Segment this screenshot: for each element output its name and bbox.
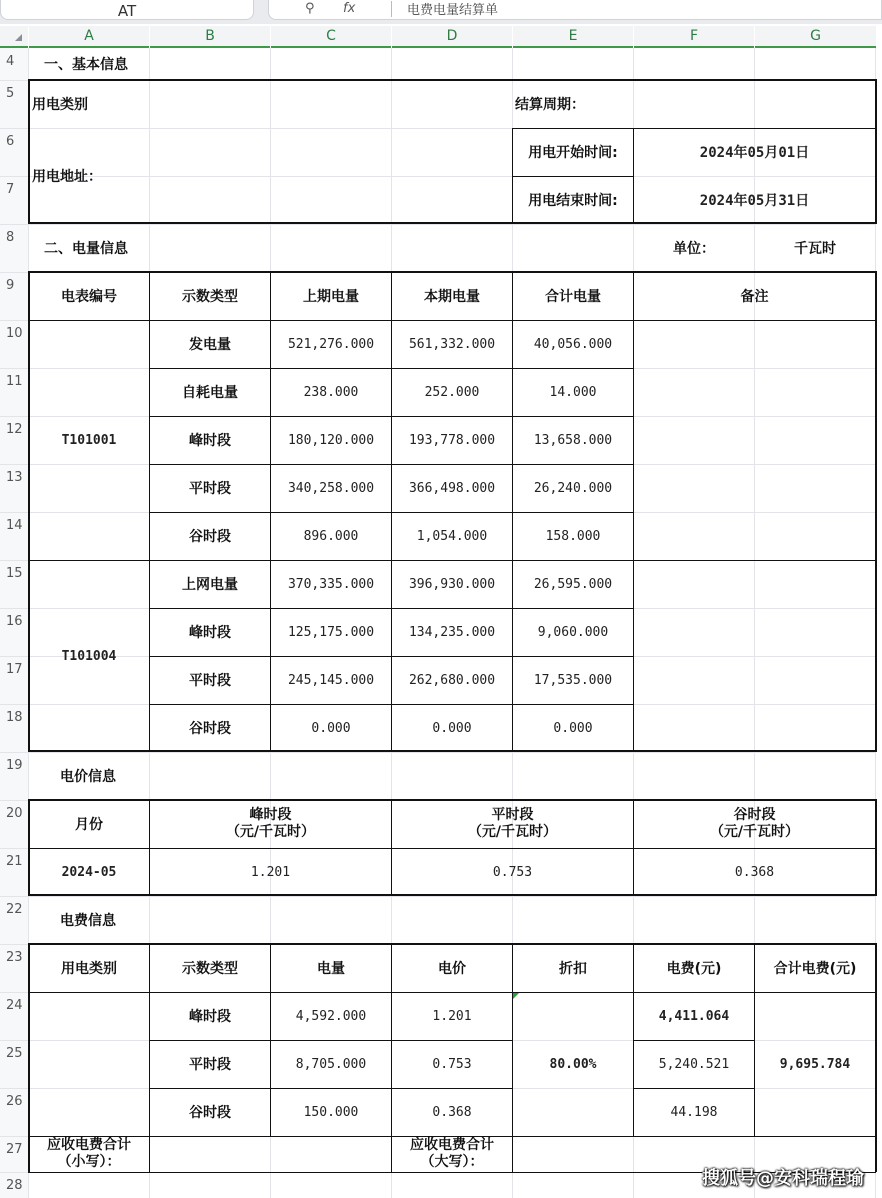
curr-energy-cell[interactable]: 252.000 <box>424 384 480 400</box>
prev-energy-cell[interactable]: 125,175.000 <box>287 624 375 640</box>
period-label[interactable]: 结算周期： <box>515 97 585 113</box>
column-header-f[interactable]: F <box>634 26 754 48</box>
header-total-fee[interactable]: 合计电费(元) <box>773 961 857 977</box>
header-flat-price[interactable] <box>392 800 633 848</box>
flat-header-label: 平时段 <box>491 807 534 823</box>
address-label[interactable]: 用电地址： <box>32 169 102 185</box>
column-header-d[interactable]: D <box>392 26 512 48</box>
total-energy-cell[interactable]: 26,240.000 <box>533 480 613 496</box>
total-fee-cell[interactable]: 9,695.784 <box>779 1056 851 1072</box>
peak-header-unit: （元/千瓦时） <box>225 824 316 840</box>
row-header[interactable]: 5 <box>0 80 28 128</box>
fee-type-cell[interactable]: 峰时段 <box>189 1009 231 1025</box>
header-reading-type[interactable]: 示数类型 <box>182 289 238 305</box>
total-energy-cell[interactable]: 0.000 <box>553 720 593 736</box>
total-energy-cell[interactable]: 13,658.000 <box>533 432 613 448</box>
energy-info-title[interactable]: 二、电量信息 <box>44 241 128 257</box>
search-icon[interactable]: ⚲ <box>305 1 315 16</box>
reading-type-cell[interactable]: 峰时段 <box>189 625 231 641</box>
curr-energy-cell[interactable]: 366,498.000 <box>408 480 496 496</box>
prev-energy-cell[interactable]: 521,276.000 <box>287 336 375 352</box>
valley-price-cell[interactable]: 0.368 <box>734 864 775 880</box>
curr-energy-cell[interactable]: 0.000 <box>432 720 472 736</box>
fee-amount-cell[interactable]: 4,411.064 <box>658 1008 730 1024</box>
flat-header-unit: （元/千瓦时） <box>467 824 558 840</box>
row-header[interactable]: 18 <box>0 704 28 752</box>
fee-price-cell[interactable]: 1.201 <box>432 1008 472 1024</box>
row-header[interactable]: 26 <box>0 1088 28 1136</box>
header-quantity[interactable]: 电量 <box>317 961 345 977</box>
row-header[interactable]: 9 <box>0 272 28 320</box>
corner-triangle-icon <box>15 34 22 41</box>
row-header[interactable]: 23 <box>0 944 28 992</box>
formula-separator <box>391 1 392 17</box>
fee-qty-cell[interactable]: 8,705.000 <box>295 1056 367 1072</box>
row-header[interactable]: 11 <box>0 368 28 416</box>
row-header[interactable]: 24 <box>0 992 28 1040</box>
flat-price-cell[interactable]: 0.753 <box>492 864 533 880</box>
fee-qty-cell[interactable]: 150.000 <box>303 1104 359 1120</box>
column-header-g[interactable]: G <box>755 26 876 48</box>
row-header[interactable]: 15 <box>0 560 28 608</box>
reading-type-cell[interactable]: 自耗电量 <box>182 385 238 401</box>
total-energy-cell[interactable]: 14.000 <box>549 384 597 400</box>
row-header[interactable]: 12 <box>0 416 28 464</box>
total-energy-cell[interactable]: 9,060.000 <box>537 624 609 640</box>
prev-energy-cell[interactable]: 245,145.000 <box>287 672 375 688</box>
discount-cell[interactable]: 80.00% <box>549 1056 597 1072</box>
valley-header-unit: （元/千瓦时） <box>709 824 800 840</box>
curr-energy-cell[interactable]: 134,235.000 <box>408 624 496 640</box>
start-time-value[interactable]: 2024年05月01日 <box>699 145 810 161</box>
receivable-big-line2: （大写）： <box>420 1154 484 1170</box>
row-header[interactable]: 21 <box>0 848 28 896</box>
header-discount[interactable]: 折扣 <box>559 961 587 977</box>
header-valley-price[interactable] <box>634 800 875 848</box>
unit-label[interactable]: 单位： <box>673 241 715 257</box>
header-remarks[interactable]: 备注 <box>740 289 769 305</box>
formula-content[interactable]: 电费电量结算单 <box>407 3 499 18</box>
fx-icon[interactable]: fx <box>343 1 356 16</box>
row-header[interactable]: 13 <box>0 464 28 512</box>
receivable-big-line1: 应收电费合计 <box>410 1137 494 1153</box>
header-total-energy[interactable]: 合计电量 <box>545 289 601 305</box>
reading-type-cell[interactable]: 上网电量 <box>182 577 238 593</box>
basic-info-title[interactable]: 一、基本信息 <box>44 57 128 73</box>
total-energy-cell[interactable]: 17,535.000 <box>533 672 613 688</box>
row-header[interactable]: 22 <box>0 896 28 944</box>
curr-energy-cell[interactable]: 193,778.000 <box>408 432 496 448</box>
fee-info-title[interactable]: 电费信息 <box>60 913 116 929</box>
fee-qty-cell[interactable]: 4,592.000 <box>295 1008 367 1024</box>
fee-type-cell[interactable]: 平时段 <box>189 1057 231 1073</box>
curr-energy-cell[interactable]: 262,680.000 <box>408 672 496 688</box>
row-header[interactable]: 28 <box>0 1172 28 1198</box>
header-prev-energy[interactable]: 上期电量 <box>303 289 359 305</box>
fee-price-cell[interactable]: 0.753 <box>432 1056 472 1072</box>
header-month[interactable]: 月份 <box>75 817 103 833</box>
receivable-small-label[interactable] <box>29 1136 149 1172</box>
prev-energy-cell[interactable]: 180,120.000 <box>287 432 375 448</box>
end-time-value[interactable]: 2024年05月31日 <box>699 193 810 209</box>
header-peak-price[interactable] <box>150 800 391 848</box>
reading-type-cell[interactable]: 平时段 <box>189 673 231 689</box>
row-header[interactable]: 16 <box>0 608 28 656</box>
row-header[interactable]: 20 <box>0 800 28 848</box>
header-price[interactable]: 电价 <box>438 961 466 977</box>
meter-id-cell[interactable]: T101001 <box>61 432 117 448</box>
header-usage-category[interactable]: 用电类别 <box>61 961 117 977</box>
receivable-small-line1: 应收电费合计 <box>47 1137 131 1153</box>
row-header[interactable]: 7 <box>0 176 28 224</box>
column-header-a[interactable]: A <box>29 26 149 48</box>
reading-type-cell[interactable]: 谷时段 <box>189 721 231 737</box>
watermark: 搜狐号@安科瑞程瑜 <box>702 1168 864 1189</box>
header-meter-id[interactable]: 电表编号 <box>61 289 117 305</box>
select-all-corner[interactable] <box>0 26 28 48</box>
valley-header-label: 谷时段 <box>733 807 776 823</box>
total-energy-cell[interactable]: 26,595.000 <box>533 576 613 592</box>
price-info-title[interactable]: 电价信息 <box>60 769 116 785</box>
total-energy-cell[interactable]: 158.000 <box>545 528 601 544</box>
reading-type-cell[interactable]: 谷时段 <box>189 529 231 545</box>
prev-energy-cell[interactable]: 0.000 <box>311 720 351 736</box>
row-header[interactable]: 6 <box>0 128 28 176</box>
fee-amount-cell[interactable]: 5,240.521 <box>658 1056 730 1072</box>
meter-id-cell[interactable]: T101004 <box>61 648 117 664</box>
prev-energy-cell[interactable]: 896.000 <box>303 528 359 544</box>
row-header[interactable]: 8 <box>0 224 28 272</box>
row-header[interactable]: 27 <box>0 1136 28 1172</box>
column-header-c[interactable]: C <box>271 26 391 48</box>
end-time-label[interactable]: 用电结束时间: <box>528 193 618 209</box>
category-label[interactable]: 用电类别 <box>32 97 88 113</box>
row-header[interactable]: 10 <box>0 320 28 368</box>
top-toolbar <box>0 0 882 24</box>
fee-price-cell[interactable]: 0.368 <box>432 1104 472 1120</box>
formula-bar[interactable] <box>268 0 882 20</box>
start-time-label[interactable]: 用电开始时间: <box>528 145 618 161</box>
curr-energy-cell[interactable]: 396,930.000 <box>408 576 496 592</box>
name-box-value: AT <box>117 2 137 20</box>
fee-amount-cell[interactable]: 44.198 <box>670 1104 718 1120</box>
curr-energy-cell[interactable]: 1,054.000 <box>416 528 488 544</box>
name-box[interactable] <box>0 0 254 20</box>
curr-energy-cell[interactable]: 561,332.000 <box>408 336 496 352</box>
reading-type-cell[interactable]: 发电量 <box>189 337 231 353</box>
prev-energy-cell[interactable]: 238.000 <box>303 384 359 400</box>
row-header[interactable]: 4 <box>0 48 28 80</box>
row-header[interactable]: 19 <box>0 752 28 800</box>
total-energy-cell[interactable]: 40,056.000 <box>533 336 613 352</box>
header-reading-type[interactable]: 示数类型 <box>182 961 238 977</box>
column-header-e[interactable]: E <box>513 26 633 48</box>
peak-header-label: 峰时段 <box>249 807 292 823</box>
prev-energy-cell[interactable]: 340,258.000 <box>287 480 375 496</box>
receivable-big-label[interactable] <box>392 1136 512 1172</box>
row-header[interactable]: 25 <box>0 1040 28 1088</box>
row-header[interactable]: 14 <box>0 512 28 560</box>
column-header-b[interactable]: B <box>150 26 270 48</box>
header-fee[interactable]: 电费(元) <box>666 961 722 977</box>
peak-price-cell[interactable]: 1.201 <box>250 864 291 880</box>
month-cell[interactable]: 2024-05 <box>61 864 117 880</box>
prev-energy-cell[interactable]: 370,335.000 <box>287 576 375 592</box>
reading-type-cell[interactable]: 平时段 <box>189 481 231 497</box>
receivable-small-line2: （小写）： <box>57 1154 121 1170</box>
row-header[interactable]: 17 <box>0 656 28 704</box>
fee-type-cell[interactable]: 谷时段 <box>189 1105 231 1121</box>
reading-type-cell[interactable]: 峰时段 <box>189 433 231 449</box>
unit-value[interactable]: 千瓦时 <box>794 241 836 257</box>
header-curr-energy[interactable]: 本期电量 <box>424 289 480 305</box>
